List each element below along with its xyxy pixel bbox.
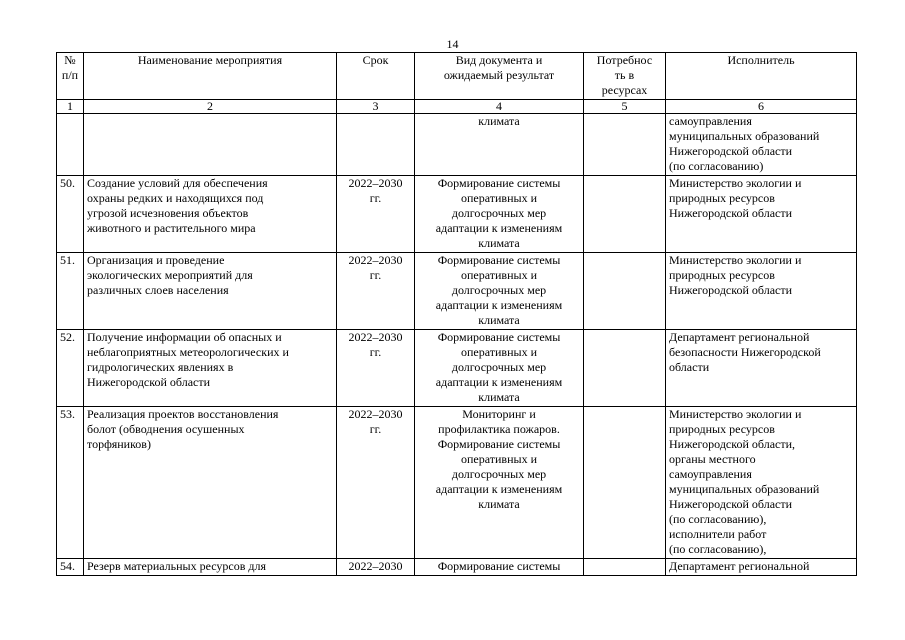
measure-name-line: гидрологических явлениях в [87, 360, 234, 374]
measure-result-line: адаптации к изменениям [435, 375, 563, 389]
measure-executor-line: (по согласованию), [669, 512, 767, 526]
table-row [57, 253, 857, 330]
measure-resources [584, 253, 666, 330]
row-number: 50. [57, 176, 84, 253]
measure-term-line: гг. [369, 422, 382, 436]
measure-name-line: различных слоев населения [87, 283, 229, 297]
column-number: 1 [57, 100, 84, 114]
table-row [57, 176, 857, 253]
column-number: 6 [666, 100, 857, 114]
table-body [57, 114, 857, 576]
measure-executor [666, 559, 857, 576]
header-line: Потребнос [596, 53, 653, 67]
measure-name-line: угрозой исчезновения объектов [87, 206, 249, 220]
measure-executor [666, 253, 857, 330]
measure-name-line: животного и растительного мира [87, 221, 256, 235]
measure-result-line: Мониторинг и [462, 407, 536, 421]
measure-executor-line: самоуправления [669, 467, 752, 481]
measure-result-line: профилактика пожаров. [438, 422, 560, 436]
measure-name [84, 330, 337, 407]
measure-name [84, 253, 337, 330]
measure-executor-line: природных ресурсов [669, 268, 775, 282]
row-number: 54. [57, 559, 84, 576]
header-term [337, 53, 415, 100]
measure-name-line: Организация и проведение [87, 253, 225, 267]
measure-term-line: гг. [369, 191, 382, 205]
header-line: ожидаемый результат [443, 68, 555, 82]
measure-result-line: Формирование системы [437, 437, 561, 451]
measure-term [337, 407, 415, 559]
measure-name-line: Получение информации об опасных и [87, 330, 282, 344]
measures-table [56, 52, 857, 576]
measure-executor-line: Нижегородской области [669, 144, 793, 158]
measure-resources [584, 559, 666, 576]
measure-executor-line: самоуправления [669, 114, 752, 128]
measure-name-line: охраны редких и находящихся под [87, 191, 264, 205]
measure-result-line: климата [478, 313, 520, 327]
measure-result-line: климата [478, 236, 520, 250]
measure-executor [666, 330, 857, 407]
measure-executor-line: Министерство экологии и [669, 407, 802, 421]
table-row [57, 330, 857, 407]
table-row [57, 407, 857, 559]
row-number: 51. [57, 253, 84, 330]
measure-term-line: 2022–2030 [348, 176, 403, 190]
measure-executor-line: исполнители работ [669, 527, 767, 541]
measure-executor-line: Министерство экологии и [669, 253, 802, 267]
measure-executor-line: Нижегородской области [669, 497, 793, 511]
column-number: 5 [584, 100, 666, 114]
measure-result-line: долгосрочных мер [451, 467, 547, 481]
measure-term-line: гг. [369, 345, 382, 359]
measure-result-line: Формирование системы [437, 176, 561, 190]
measure-result-line: Формирование системы [437, 330, 561, 344]
measure-result [415, 253, 584, 330]
measure-name-line: Реализация проектов восстановления [87, 407, 279, 421]
measure-name-line: экологических мероприятий для [87, 268, 253, 282]
table-header-row [57, 53, 857, 100]
measure-name [84, 559, 337, 576]
measure-result-line: адаптации к изменениям [435, 482, 563, 496]
measure-result-line: долгосрочных мер [451, 283, 547, 297]
measure-executor-line: Департамент региональной [669, 559, 810, 573]
measure-executor-line: Нижегородской области [669, 206, 793, 220]
measure-resources [584, 407, 666, 559]
header-line: Вид документа и [455, 53, 543, 67]
measure-result-line: Формирование системы [437, 253, 561, 267]
measure-executor-line: Нижегородской области [669, 283, 793, 297]
column-number-row [57, 100, 857, 114]
measure-name [84, 114, 337, 176]
measure-executor-line: природных ресурсов [669, 191, 775, 205]
measure-executor-line: Министерство экологии и [669, 176, 802, 190]
measure-executor-line: муниципальных образований [669, 482, 820, 496]
measure-term-line: 2022–2030 [348, 330, 403, 344]
measure-term-line: 2022–2030 [348, 253, 403, 267]
row-number [57, 114, 84, 176]
measure-term [337, 330, 415, 407]
measure-name-line: Резерв материальных ресурсов для [87, 559, 267, 573]
column-number: 4 [415, 100, 584, 114]
header-line: Срок [362, 53, 389, 67]
measure-result-line: оперативных и [460, 268, 537, 282]
measure-term-line: 2022–2030 [348, 559, 403, 573]
measure-result [415, 407, 584, 559]
measure-result [415, 114, 584, 176]
measure-result-line: адаптации к изменениям [435, 221, 563, 235]
measure-result-line: оперативных и [460, 191, 537, 205]
table-row [57, 114, 857, 176]
measure-executor-line: природных ресурсов [669, 422, 775, 436]
measure-resources [584, 114, 666, 176]
column-number: 3 [337, 100, 415, 114]
measure-name-line: болот (обводнения осушенных [87, 422, 245, 436]
measure-result [415, 559, 584, 576]
header-line: Наименование мероприятия [137, 53, 283, 67]
measure-name-line: Нижегородской области [87, 375, 211, 389]
measure-executor-line: муниципальных образований [669, 129, 820, 143]
measure-result [415, 330, 584, 407]
header-result [415, 53, 584, 100]
row-number: 52. [57, 330, 84, 407]
header-line: ресурсах [601, 83, 648, 97]
measure-term [337, 559, 415, 576]
measure-result-line: климата [478, 390, 520, 404]
measure-executor [666, 176, 857, 253]
measure-result-line: долгосрочных мер [451, 360, 547, 374]
measure-executor-line: Департамент региональной [669, 330, 810, 344]
row-number: 53. [57, 407, 84, 559]
measure-executor-line: Нижегородской области, [669, 437, 796, 451]
header-line: ть в [614, 68, 635, 82]
measure-result-line: климата [478, 114, 520, 128]
measure-term-line: гг. [369, 268, 382, 282]
measure-executor-line: (по согласованию) [669, 159, 764, 173]
measure-name [84, 176, 337, 253]
measure-term [337, 176, 415, 253]
measure-resources [584, 176, 666, 253]
measure-executor-line: области [669, 360, 710, 374]
header-resources [584, 53, 666, 100]
measure-name-line: торфяников) [87, 437, 151, 451]
measure-result-line: адаптации к изменениям [435, 298, 563, 312]
column-number: 2 [84, 100, 337, 114]
measure-executor-line: безопасности Нижегородской [669, 345, 821, 359]
measure-result-line: долгосрочных мер [451, 206, 547, 220]
measure-result-line: климата [478, 497, 520, 511]
measure-executor [666, 114, 857, 176]
header-executor [666, 53, 857, 100]
measure-result-line: оперативных и [460, 345, 537, 359]
measure-name-line: Создание условий для обеспечения [87, 176, 268, 190]
page-number: 14 [446, 37, 459, 51]
measure-executor-line: органы местного [669, 452, 756, 466]
header-line: № [64, 53, 76, 67]
measure-name [84, 407, 337, 559]
measure-term [337, 253, 415, 330]
measure-result [415, 176, 584, 253]
measure-result-line: оперативных и [460, 452, 537, 466]
measure-name-line: неблагоприятных метеорологических и [87, 345, 289, 359]
measure-executor-line: (по согласованию), [669, 542, 767, 556]
measure-result-line: Формирование системы [437, 559, 561, 573]
header-line: Исполнитель [727, 53, 795, 67]
measure-term [337, 114, 415, 176]
measure-term-line: 2022–2030 [348, 407, 403, 421]
measure-executor [666, 407, 857, 559]
table-row [57, 559, 857, 576]
measure-resources [584, 330, 666, 407]
header-line: п/п [61, 68, 79, 82]
header-num [57, 53, 84, 100]
header-name [84, 53, 337, 100]
